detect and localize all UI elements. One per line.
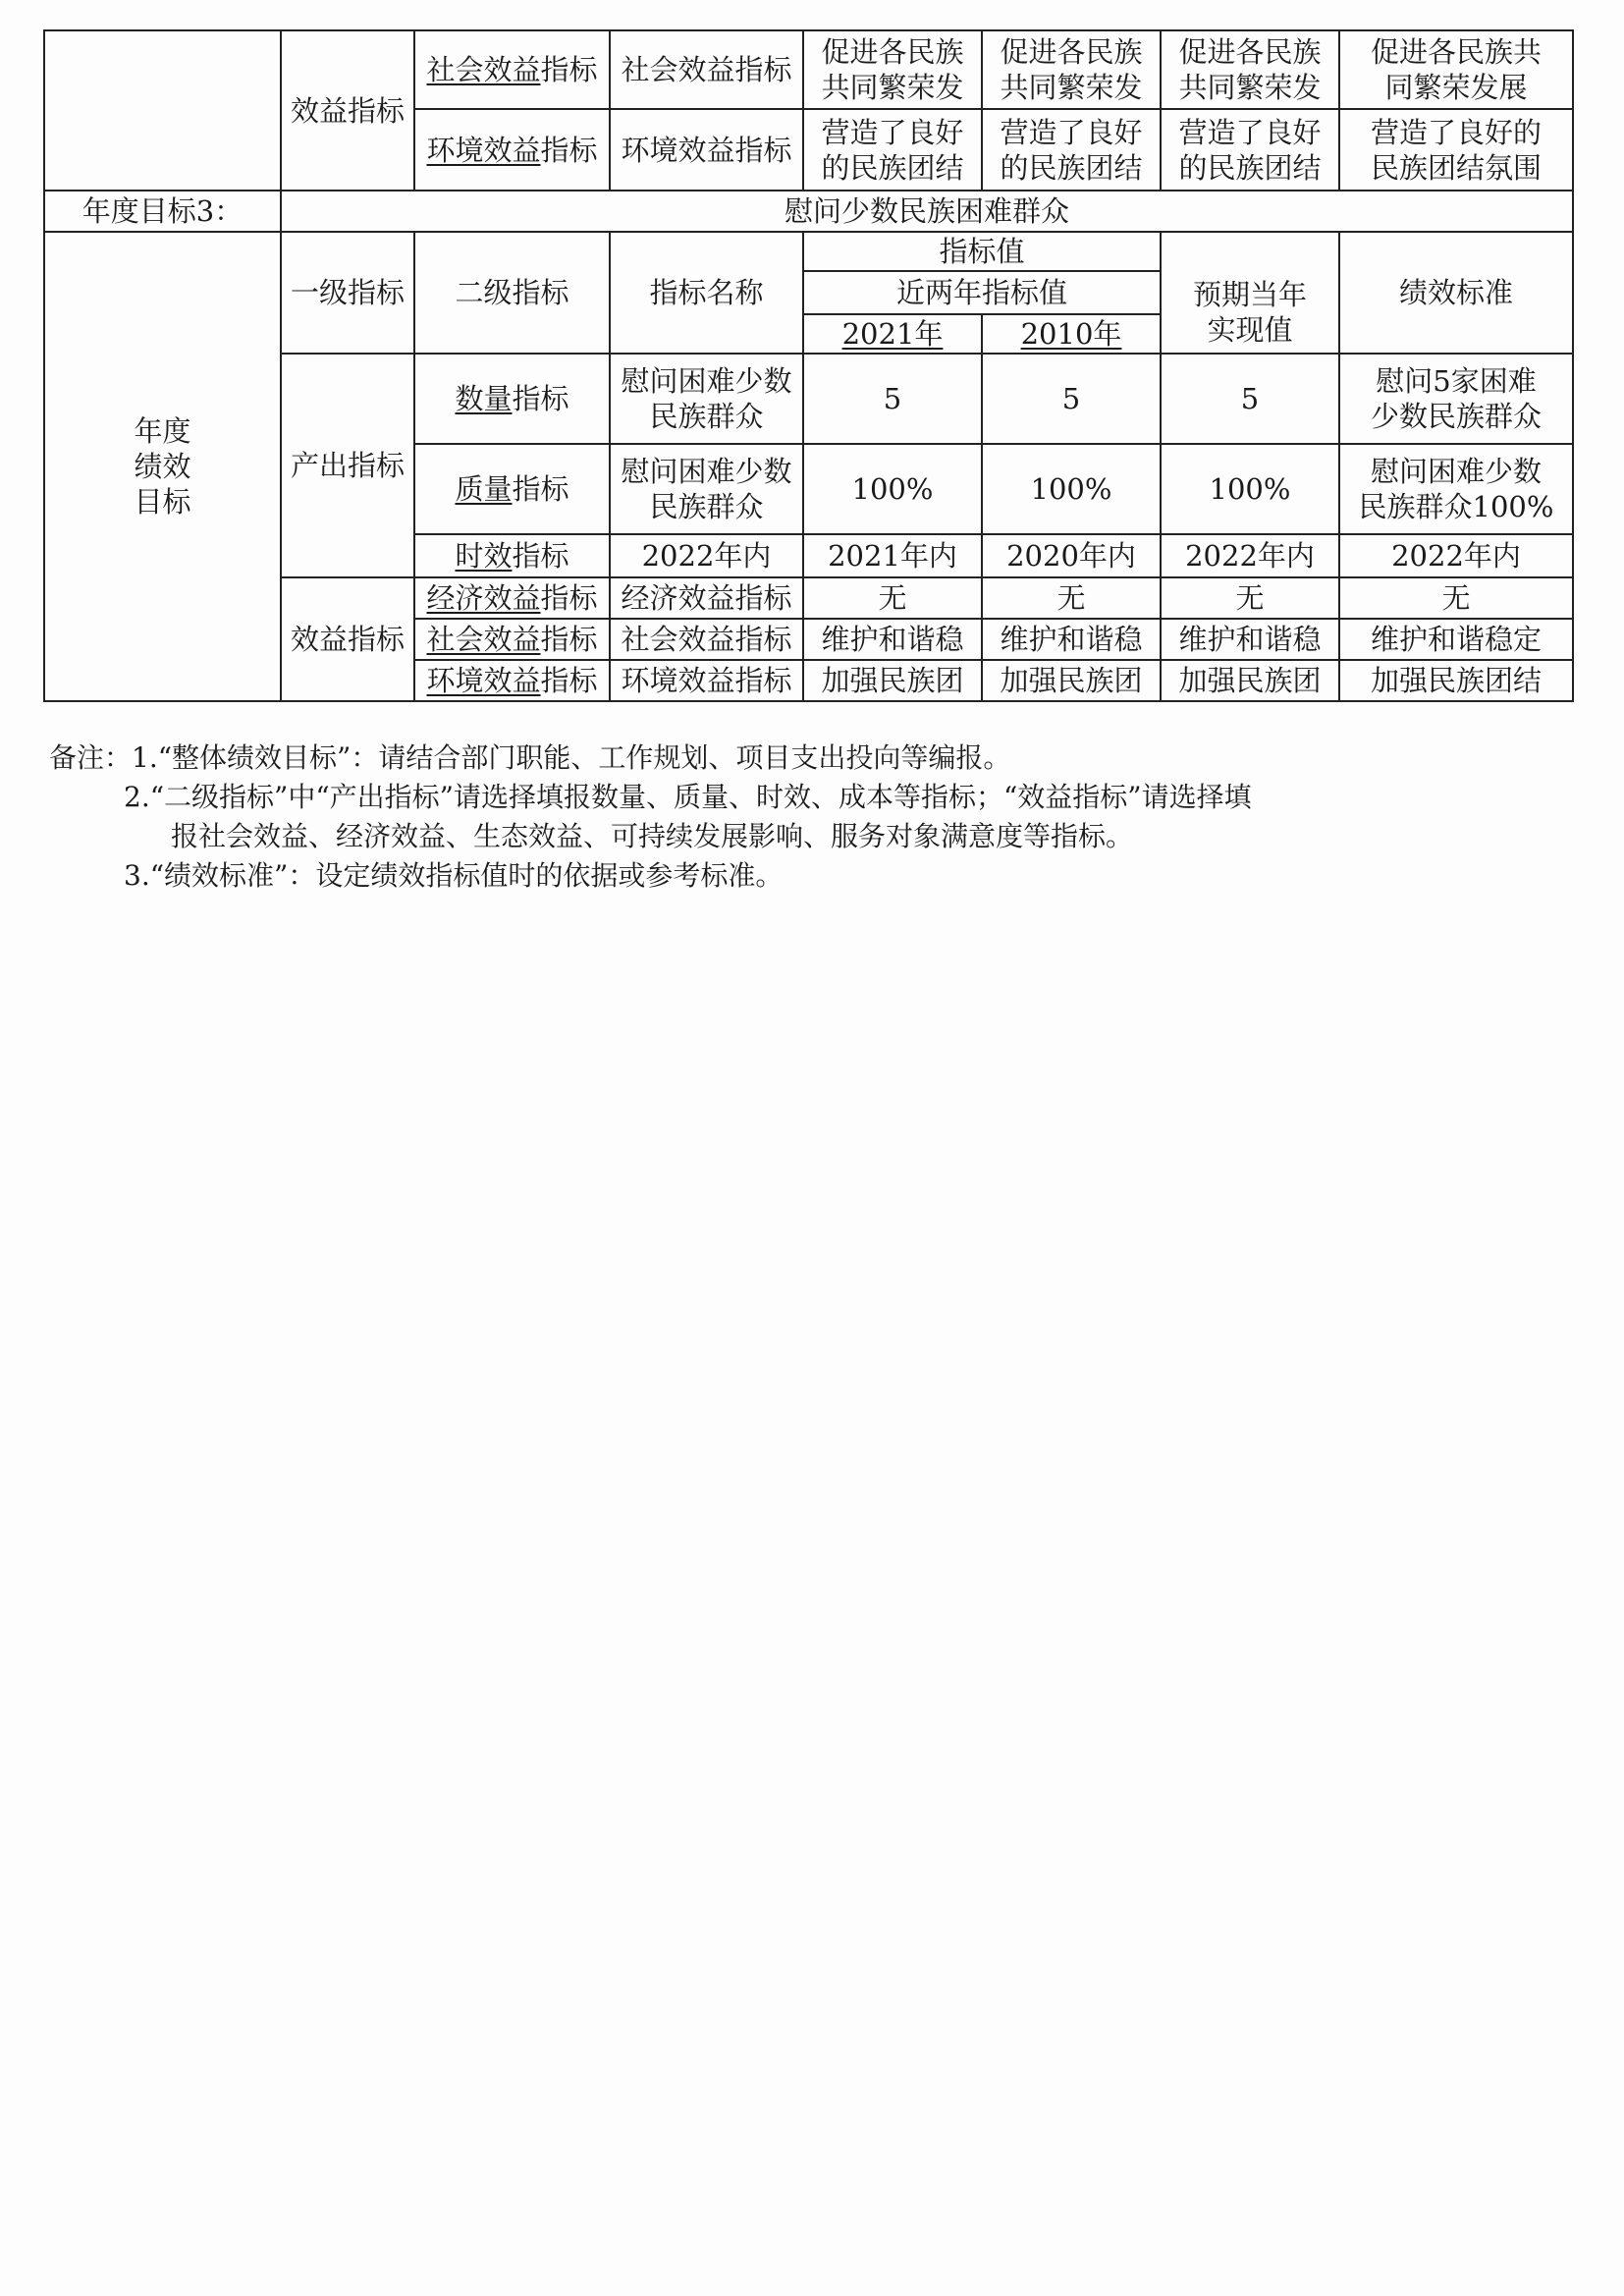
header-year-a: 2021年 bbox=[803, 314, 982, 354]
standard-cell: 慰问5家困难 少数民族群众 bbox=[1339, 354, 1573, 444]
value-2010-cell: 维护和谐稳 bbox=[982, 619, 1161, 660]
header-expected: 预期当年 实现值 bbox=[1161, 271, 1339, 354]
indicator-name-cell: 慰问困难少数 民族群众 bbox=[610, 444, 803, 534]
header-indicator-name: 指标名称 bbox=[610, 232, 803, 354]
standard-cell: 促进各民族共 同繁荣发展 bbox=[1339, 30, 1573, 109]
expected-value-cell: 加强民族团 bbox=[1161, 660, 1339, 701]
indicator-name-cell: 环境效益指标 bbox=[610, 660, 803, 701]
indicator-name-cell: 环境效益指标 bbox=[610, 109, 803, 191]
header-standard: 绩效标准 bbox=[1339, 232, 1573, 354]
value-2010-cell: 5 bbox=[982, 354, 1161, 444]
level1-cell: 产出指标 bbox=[281, 354, 414, 577]
level2-cell: 环境效益指标 bbox=[414, 109, 610, 191]
performance-table bbox=[43, 29, 1574, 702]
note-line-1: 备注：1.“整体绩效目标”：请结合部门职能、工作规划、项目支出投向等编报。 bbox=[49, 741, 1011, 774]
level2-cell: 数量指标 bbox=[414, 354, 610, 444]
expected-value-cell: 100% bbox=[1161, 444, 1339, 534]
header-recent-years: 近两年指标值 bbox=[803, 271, 1161, 314]
indicator-name-cell: 慰问困难少数 民族群众 bbox=[610, 354, 803, 444]
expected-value-cell: 促进各民族 共同繁荣发 bbox=[1161, 30, 1339, 109]
indicator-name-cell: 2022年内 bbox=[610, 534, 803, 577]
header-level2: 二级指标 bbox=[414, 232, 610, 354]
level2-cell: 质量指标 bbox=[414, 444, 610, 534]
note-line-4: 3.“绩效标准”：设定绩效指标值时的依据或参考标准。 bbox=[124, 859, 784, 892]
expected-value-cell: 维护和谐稳 bbox=[1161, 619, 1339, 660]
level2-cell: 社会效益指标 bbox=[414, 30, 610, 109]
section-label: 年度 绩效 目标 bbox=[44, 232, 281, 701]
note-line-3: 报社会效益、经济效益、生态效益、可持续发展影响、服务对象满意度等指标。 bbox=[171, 820, 1134, 852]
level1-cell: 效益指标 bbox=[281, 30, 414, 191]
value-2021-cell: 维护和谐稳 bbox=[803, 619, 982, 660]
expected-value-cell: 营造了良好 的民族团结 bbox=[1161, 109, 1339, 191]
indicator-name-cell: 经济效益指标 bbox=[610, 577, 803, 619]
header-row bbox=[44, 232, 1573, 271]
value-2021-cell: 5 bbox=[803, 354, 982, 444]
standard-cell: 2022年内 bbox=[1339, 534, 1573, 577]
indicator-name-cell: 社会效益指标 bbox=[610, 30, 803, 109]
value-2010-cell: 2020年内 bbox=[982, 534, 1161, 577]
value-2010-cell: 无 bbox=[982, 577, 1161, 619]
indicator-name-cell: 社会效益指标 bbox=[610, 619, 803, 660]
value-2021-cell: 加强民族团 bbox=[803, 660, 982, 701]
value-2010-cell: 100% bbox=[982, 444, 1161, 534]
value-2021-cell: 无 bbox=[803, 577, 982, 619]
standard-cell: 营造了良好的 民族团结氛围 bbox=[1339, 109, 1573, 191]
value-2021-cell: 营造了良好 的民族团结 bbox=[803, 109, 982, 191]
standard-cell: 慰问困难少数 民族群众100% bbox=[1339, 444, 1573, 534]
goal-content: 慰问少数民族困难群众 bbox=[281, 191, 1573, 232]
level2-cell: 时效指标 bbox=[414, 534, 610, 577]
value-2021-cell: 促进各民族 共同繁荣发 bbox=[803, 30, 982, 109]
goal-label: 年度目标3： bbox=[44, 191, 281, 232]
level2-cell: 环境效益指标 bbox=[414, 660, 610, 701]
level2-cell: 经济效益指标 bbox=[414, 577, 610, 619]
header-level1: 一级指标 bbox=[281, 232, 414, 354]
level1-cell: 效益指标 bbox=[281, 577, 414, 701]
header-year-b: 2010年 bbox=[982, 314, 1161, 354]
standard-cell: 加强民族团结 bbox=[1339, 660, 1573, 701]
value-2010-cell: 促进各民族 共同繁荣发 bbox=[982, 30, 1161, 109]
value-2021-cell: 2021年内 bbox=[803, 534, 982, 577]
table-row bbox=[44, 30, 1573, 109]
value-2021-cell: 100% bbox=[803, 444, 982, 534]
notes-section bbox=[49, 738, 1561, 896]
value-2010-cell: 加强民族团 bbox=[982, 660, 1161, 701]
header-indicator-value: 指标值 bbox=[803, 232, 1161, 271]
note-line-2: 2.“二级指标”中“产出指标”请选择填报数量、质量、时效、成本等指标；“效益指标”请选择填 bbox=[124, 781, 1252, 813]
blank-cell bbox=[44, 30, 281, 191]
expected-value-cell: 无 bbox=[1161, 577, 1339, 619]
value-2010-cell: 营造了良好 的民族团结 bbox=[982, 109, 1161, 191]
standard-cell: 维护和谐稳定 bbox=[1339, 619, 1573, 660]
expected-value-cell: 5 bbox=[1161, 354, 1339, 444]
blank-cell bbox=[1161, 232, 1339, 271]
standard-cell: 无 bbox=[1339, 577, 1573, 619]
expected-value-cell: 2022年内 bbox=[1161, 534, 1339, 577]
level2-cell: 社会效益指标 bbox=[414, 619, 610, 660]
goal-row bbox=[44, 191, 1573, 232]
